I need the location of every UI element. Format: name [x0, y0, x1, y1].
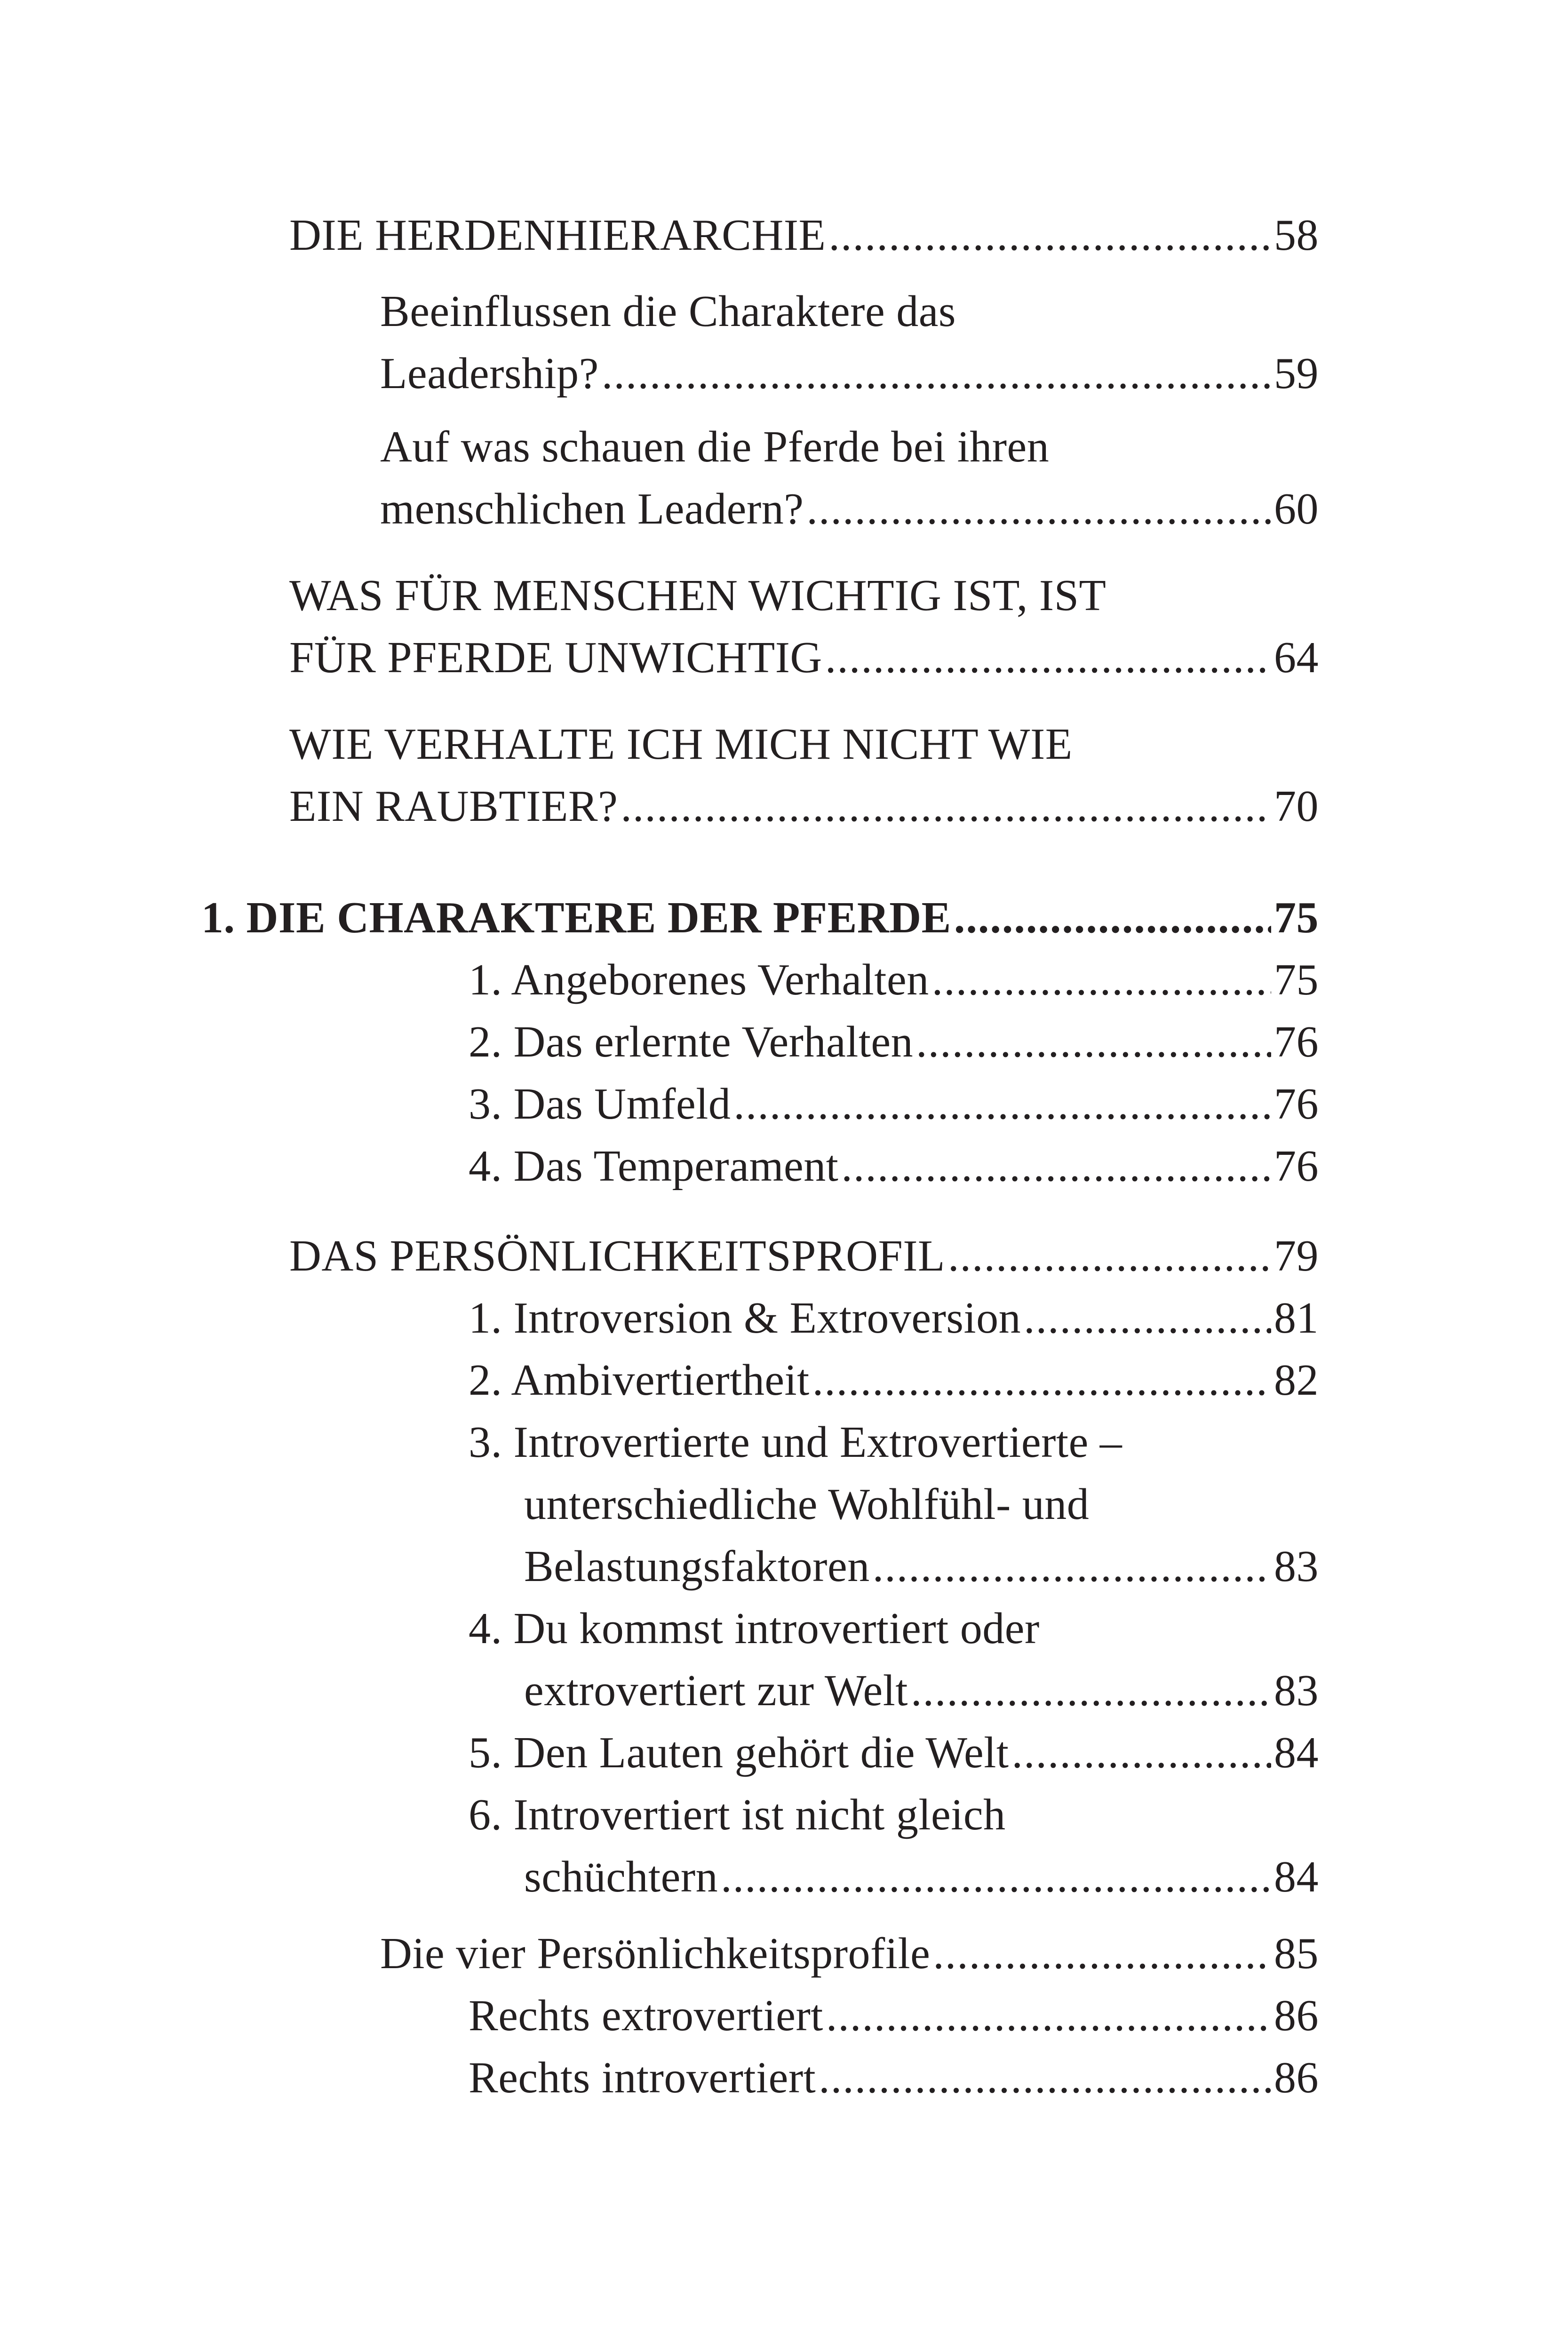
toc-entry-vier-profile[interactable]	[380, 1923, 1319, 1985]
toc-entry-title: 1. DIE CHARAKTERE DER PFERDE	[201, 893, 951, 942]
toc-leader-dots	[1024, 1287, 1271, 1349]
toc-entry-persoenlichkeitsprofil[interactable]	[289, 1225, 1319, 1287]
toc-entry-title-line: unterschiedliche Wohlfühl- und	[524, 1480, 1090, 1529]
toc-entry-herdenhierarchie[interactable]	[289, 204, 1319, 266]
toc-page-number: 75	[1274, 955, 1319, 1004]
toc-entry-title: DIE HERDENHIERARCHIE	[289, 211, 826, 260]
toc-entry-title: Belastungsfaktoren	[524, 1542, 870, 1591]
toc-entry-title: Rechts extrovertiert	[469, 1991, 823, 2040]
toc-entry-title: Rechts introvertiert	[469, 2053, 816, 2102]
toc-entry-menschliche-leader[interactable]	[380, 416, 1319, 540]
toc-leader-dots	[841, 1135, 1271, 1197]
toc-page-number: 82	[1274, 1356, 1319, 1405]
toc-entry-angeborenes-verhalten[interactable]	[469, 949, 1319, 1011]
toc-page-number: 70	[1274, 782, 1319, 831]
toc-entry-title: schüchtern	[524, 1852, 718, 1901]
toc-leader-dots	[806, 478, 1271, 540]
toc-page-number: 59	[1274, 349, 1319, 398]
toc-leader-dots	[873, 1535, 1271, 1597]
toc-page-number: 84	[1274, 1852, 1319, 1901]
toc-entry-introversion-extroversion[interactable]	[469, 1287, 1319, 1349]
toc-page-number: 58	[1274, 211, 1319, 260]
toc-leader-dots	[828, 204, 1271, 266]
toc-leader-dots	[932, 949, 1271, 1011]
toc-entry-title: 1. Angeborenes Verhalten	[469, 955, 929, 1004]
toc-leader-dots	[911, 1660, 1271, 1722]
toc-entry-temperament[interactable]	[469, 1135, 1319, 1197]
toc-page-number: 60	[1274, 485, 1319, 533]
toc-leader-dots	[826, 1985, 1271, 2047]
toc-page-number: 81	[1274, 1294, 1319, 1343]
toc-entry-leadership[interactable]	[380, 280, 1319, 405]
toc-entry-title: 1. Introversion & Extroversion	[469, 1294, 1021, 1343]
toc-page-number: 64	[1274, 633, 1319, 682]
toc-entry-ambivertiertheit[interactable]	[469, 1349, 1319, 1411]
toc-page-number: 75	[1274, 893, 1319, 942]
toc-entry-title: 4. Das Temperament	[469, 1142, 839, 1191]
toc-entry-title-line: WIE VERHALTE ICH MICH NICHT WIE	[289, 720, 1073, 769]
toc-entry-zur-welt[interactable]	[469, 1597, 1319, 1722]
toc-leader-dots	[602, 342, 1271, 405]
toc-leader-dots	[819, 2047, 1271, 2109]
toc-leader-dots	[812, 1349, 1271, 1411]
toc-entry-title-line: Beeinflussen die Charaktere das	[380, 287, 956, 336]
toc-leader-dots	[721, 1846, 1271, 1908]
toc-leader-dots	[933, 1923, 1271, 1985]
toc-leader-dots	[948, 1225, 1271, 1287]
toc-page-number: 83	[1274, 1666, 1319, 1715]
toc-entry-title-line: WAS FÜR MENSCHEN WICHTIG IST, IST	[289, 571, 1106, 620]
toc-entry-title-line: 3. Introvertierte und Extrovertierte –	[469, 1418, 1122, 1467]
toc-page-number: 76	[1274, 1017, 1319, 1066]
toc-entry-wichtig-unwichtig[interactable]	[289, 564, 1319, 689]
toc-page-number: 85	[1274, 1929, 1319, 1978]
toc-page-number: 84	[1274, 1728, 1319, 1777]
toc-page-number: 86	[1274, 2053, 1319, 2102]
toc-entry-title: menschlichen Leadern?	[380, 485, 804, 533]
toc-entry-title: 2. Das erlernte Verhalten	[469, 1017, 914, 1066]
toc-page-number: 76	[1274, 1080, 1319, 1128]
toc-entry-title-line: 4. Du kommst introvertiert oder	[469, 1604, 1040, 1653]
toc-entry-title: 3. Das Umfeld	[469, 1080, 731, 1128]
toc-chapter-charaktere[interactable]	[201, 887, 1319, 949]
toc-entry-wohlfuehl-belastung[interactable]	[469, 1411, 1319, 1597]
toc-leader-dots	[916, 1011, 1271, 1073]
toc-entry-title: EIN RAUBTIER?	[289, 782, 618, 831]
toc-leader-dots	[825, 627, 1271, 689]
toc-leader-dots	[954, 887, 1271, 949]
toc-entry-raubtier[interactable]	[289, 713, 1319, 837]
toc-entry-schuechtern[interactable]	[469, 1784, 1319, 1908]
toc-leader-dots	[733, 1073, 1271, 1135]
toc-entry-title: 5. Den Lauten gehört die Welt	[469, 1728, 1009, 1777]
toc-entry-title-line: 6. Introvertiert ist nicht gleich	[469, 1790, 1006, 1839]
toc-entry-title: 2. Ambivertiertheit	[469, 1356, 810, 1405]
toc-page-number: 86	[1274, 1991, 1319, 2040]
toc-entry-umfeld[interactable]	[469, 1073, 1319, 1135]
toc-entry-title-line: Auf was schauen die Pferde bei ihren	[380, 422, 1050, 471]
toc-entry-title: Leadership?	[380, 349, 599, 398]
toc-entry-rechts-extrovertiert[interactable]	[469, 1985, 1319, 2047]
toc-entry-rechts-introvertiert[interactable]	[469, 2047, 1319, 2109]
toc-entry-title: DAS PERSÖNLICHKEITSPROFIL	[289, 1232, 945, 1280]
toc-page-number: 83	[1274, 1542, 1319, 1591]
toc-entry-title: extrovertiert zur Welt	[524, 1666, 908, 1715]
toc-entry-title: Die vier Persönlichkeitsprofile	[380, 1929, 931, 1978]
toc-leader-dots	[621, 775, 1271, 837]
toc-page-number: 76	[1274, 1142, 1319, 1191]
toc-entry-erlernte-verhalten[interactable]	[469, 1011, 1319, 1073]
toc-entry-title: FÜR PFERDE UNWICHTIG	[289, 633, 822, 682]
toc-page-number: 79	[1274, 1232, 1319, 1280]
toc-entry-den-lauten[interactable]	[469, 1722, 1319, 1784]
toc-leader-dots	[1012, 1722, 1271, 1784]
